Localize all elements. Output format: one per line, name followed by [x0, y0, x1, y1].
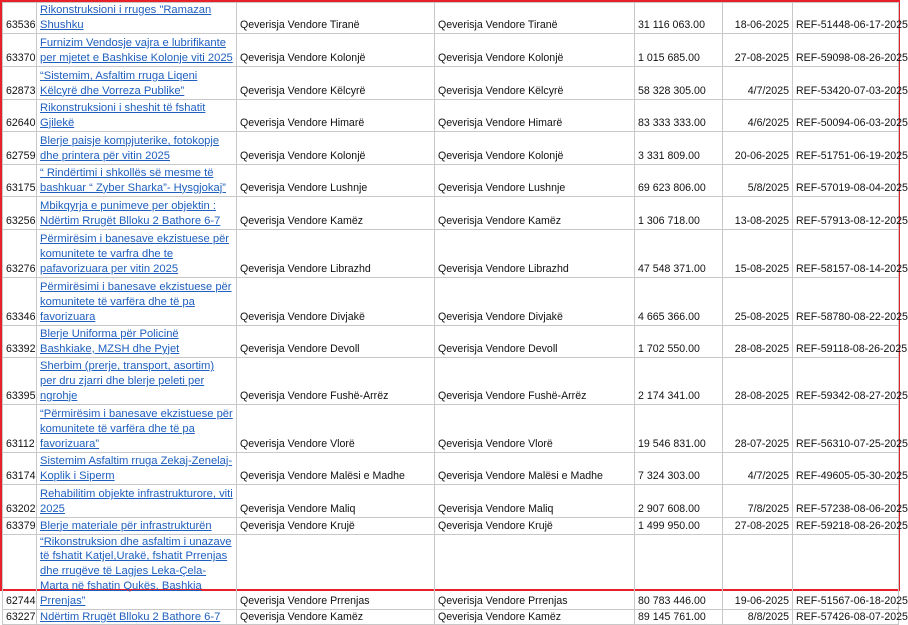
cell-authority-text: Qeverisja Vendore Malësi e Madhe: [438, 469, 603, 482]
cell-ref-text: REF-59342-08-27-2025: [796, 389, 908, 402]
tender-link[interactable]: Ndërtim Rrugët Blloku 2 Bathore 6-7: [40, 610, 221, 623]
cell-id-text: 63395: [6, 389, 36, 402]
cell-ref-text: REF-50094-06-03-2025: [796, 116, 908, 129]
cell-amount-text: 2 174 341.00: [638, 389, 700, 402]
cell-date: [723, 484, 793, 517]
cell-id-text: 63175: [6, 181, 36, 194]
cell-amount: [635, 325, 723, 357]
cell-authority: [435, 164, 635, 196]
cell-id: [3, 196, 37, 229]
cell-id-text: 63256: [6, 214, 36, 227]
cell-id: [3, 534, 37, 609]
cell-authority: [435, 229, 635, 277]
cell-amount-text: 3 331 809.00: [638, 149, 700, 162]
cell-amount-text: 7 324 303.00: [638, 469, 700, 482]
cell-id: [3, 325, 37, 357]
cell-id-text: 63227: [6, 610, 36, 623]
cell-id: [3, 131, 37, 164]
cell-date-text: 25-08-2025: [734, 310, 789, 323]
cell-authority-text: Qeverisja Vendore Krujë: [438, 519, 553, 532]
cell-buyer: [237, 534, 435, 609]
cell-authority: [435, 325, 635, 357]
cell-buyer: [237, 99, 435, 131]
cell-ref-text: REF-59218-08-26-2025: [796, 519, 908, 532]
table-row: [3, 131, 899, 164]
cell-buyer-text: Qeverisja Vendore Tiranë: [240, 18, 360, 31]
table-row: [3, 452, 899, 484]
cell-amount: [635, 229, 723, 277]
cell-authority-text: Qeverisja Vendore Kamëz: [438, 610, 562, 623]
cell-ref: [793, 131, 908, 164]
cell-buyer: [237, 484, 435, 517]
cell-title[interactable]: [37, 484, 237, 517]
cell-buyer-text: Qeverisja Vendore Prrenjas: [240, 594, 370, 607]
table-row: [3, 357, 899, 404]
table-row: [3, 484, 899, 517]
cell-ref: [793, 66, 908, 99]
cell-ref-text: REF-57019-08-04-2025: [796, 181, 908, 194]
cell-buyer-text: Qeverisja Vendore Divjakë: [240, 310, 365, 323]
cell-authority: [435, 404, 635, 452]
cell-authority-text: Qeverisja Vendore Lushnje: [438, 181, 566, 194]
table-row: [3, 517, 899, 534]
cell-date: [723, 33, 793, 66]
cell-id: [3, 484, 37, 517]
cell-id: [3, 164, 37, 196]
cell-buyer-text: Qeverisja Vendore Fushë-Arrëz: [240, 389, 389, 402]
cell-ref-text: REF-57238-08-06-2025: [796, 502, 908, 515]
cell-date-text: 28-08-2025: [734, 389, 789, 402]
cell-amount: [635, 404, 723, 452]
cell-ref-text: REF-57426-08-07-2025: [796, 610, 908, 623]
cell-amount: [635, 357, 723, 404]
cell-id: [3, 517, 37, 534]
cell-amount-text: 1 702 550.00: [638, 342, 700, 355]
table-row: [3, 277, 899, 325]
cell-id-text: 62744: [6, 594, 36, 607]
cell-date-text: 28-08-2025: [734, 342, 789, 355]
procurement-table: [2, 2, 908, 625]
table-row: [3, 229, 899, 277]
cell-ref: [793, 609, 908, 625]
cell-id: [3, 357, 37, 404]
cell-buyer-text: Qeverisja Vendore Maliq: [240, 502, 356, 515]
tender-link[interactable]: Blerje paisje kompjuterike, fotokopje dhe printera për vitin 2025: [40, 135, 220, 162]
cell-id-text: 63392: [6, 342, 36, 355]
cell-buyer: [237, 277, 435, 325]
cell-authority: [435, 609, 635, 625]
cell-date-text: 27-08-2025: [734, 51, 789, 64]
cell-buyer: [237, 357, 435, 404]
table-row: [3, 66, 899, 99]
cell-buyer-text: Qeverisja Vendore Librazhd: [240, 262, 371, 275]
cell-id: [3, 33, 37, 66]
cell-amount: [635, 484, 723, 517]
cell-date: [723, 517, 793, 534]
cell-ref: [793, 3, 908, 34]
cell-amount: [635, 277, 723, 325]
cell-authority: [435, 277, 635, 325]
cell-ref: [793, 33, 908, 66]
cell-authority: [435, 452, 635, 484]
cell-buyer-text: Qeverisja Vendore Kamëz: [240, 610, 364, 623]
tender-link[interactable]: Përmirësim i banesave ekzistuese për komunitete te varfra dhe te pafavorizuara per vitin 2025: [40, 233, 230, 275]
tender-link[interactable]: Sistemim Asfaltim rruga Zekaj-Zenelaj-Koplik i Siperm: [40, 455, 233, 482]
cell-date-text: 19-06-2025: [734, 594, 789, 607]
cell-ref: [793, 277, 908, 325]
cell-authority-text: Qeverisja Vendore Vlorë: [438, 437, 553, 450]
cell-amount: [635, 452, 723, 484]
cell-amount: [635, 196, 723, 229]
cell-title[interactable]: [37, 357, 237, 404]
cell-amount-text: 83 333 333.00: [638, 116, 706, 129]
cell-buyer: [237, 196, 435, 229]
cell-date-text: 4/6/2025: [747, 116, 789, 129]
cell-amount-text: 47 548 371.00: [638, 262, 706, 275]
cell-date-text: 20-06-2025: [734, 149, 789, 162]
table-row: [3, 534, 899, 609]
cell-amount-text: 89 145 761.00: [638, 610, 706, 623]
cell-buyer-text: Qeverisja Vendore Vlorë: [240, 437, 355, 450]
cell-date: [723, 131, 793, 164]
cell-ref: [793, 534, 908, 609]
tender-link[interactable]: Rikonstruksioni i rruges "Ramazan Shushku: [40, 4, 212, 31]
cell-authority: [435, 66, 635, 99]
cell-title[interactable]: [37, 66, 237, 99]
cell-amount-text: 80 783 446.00: [638, 594, 706, 607]
cell-date-text: 5/8/2025: [747, 181, 789, 194]
cell-amount-text: 31 116 063.00: [638, 18, 705, 31]
cell-ref-text: REF-57913-08-12-2025: [796, 214, 908, 227]
cell-buyer-text: Qeverisja Vendore Këlcyrë: [240, 84, 366, 97]
cell-date: [723, 452, 793, 484]
cell-title[interactable]: [37, 517, 237, 534]
cell-date-text: 4/7/2025: [747, 469, 789, 482]
cell-id: [3, 229, 37, 277]
cell-id-text: 62873: [6, 84, 36, 97]
cell-ref: [793, 517, 908, 534]
cell-amount-text: 1 499 950.00: [638, 519, 700, 532]
cell-buyer: [237, 66, 435, 99]
cell-authority-text: Qeverisja Vendore Këlcyrë: [438, 84, 564, 97]
cell-title[interactable]: [37, 33, 237, 66]
cell-authority-text: Qeverisja Vendore Kolonjë: [438, 149, 564, 162]
cell-buyer-text: Qeverisja Vendore Krujë: [240, 519, 355, 532]
cell-id-text: 62759: [6, 149, 36, 162]
cell-authority: [435, 534, 635, 609]
cell-buyer: [237, 609, 435, 625]
cell-amount: [635, 534, 723, 609]
cell-authority: [435, 3, 635, 34]
cell-id-text: 63536: [6, 18, 36, 31]
cell-ref-text: REF-49605-05-30-2025: [796, 469, 908, 482]
tender-link[interactable]: Sherbim (prerje, transport, asortim) per dru zjarri dhe blerje peleti per ngrohje: [40, 360, 215, 402]
cell-date: [723, 325, 793, 357]
cell-date-text: 18-06-2025: [734, 18, 789, 31]
cell-ref-text: REF-58157-08-14-2025: [796, 262, 908, 275]
cell-ref-text: REF-51448-06-17-2025: [796, 18, 908, 31]
tender-link[interactable]: Përmirësimi i banesave ekzistuese për komunitete të varfëra dhe të pa favorizuara: [40, 281, 232, 323]
cell-ref-text: REF-59098-08-26-2025: [796, 51, 908, 64]
cell-ref: [793, 99, 908, 131]
cell-date: [723, 164, 793, 196]
cell-amount-text: 69 623 806.00: [638, 181, 706, 194]
cell-title[interactable]: [37, 534, 237, 609]
cell-authority: [435, 33, 635, 66]
cell-title[interactable]: [37, 609, 237, 625]
cell-amount-text: 1 015 685.00: [638, 51, 700, 64]
cell-buyer: [237, 404, 435, 452]
cell-amount-text: 1 306 718.00: [638, 214, 700, 227]
cell-id-text: 63112: [6, 437, 35, 450]
cell-authority-text: Qeverisja Vendore Devoll: [438, 342, 558, 355]
cell-ref-text: REF-53420-07-03-2025: [796, 84, 908, 97]
cell-id-text: 63379: [6, 519, 36, 532]
cell-buyer-text: Qeverisja Vendore Devoll: [240, 342, 360, 355]
cell-ref: [793, 229, 908, 277]
cell-amount: [635, 3, 723, 34]
cell-ref-text: REF-51751-06-19-2025: [796, 149, 908, 162]
cell-id: [3, 609, 37, 625]
cell-date: [723, 357, 793, 404]
cell-date: [723, 534, 793, 609]
cell-buyer: [237, 452, 435, 484]
cell-id: [3, 277, 37, 325]
cell-ref: [793, 196, 908, 229]
cell-title[interactable]: [37, 3, 237, 34]
tender-link[interactable]: “Rikonstruksion dhe asfaltim i unazave të fshatit Katjel,Urakë, fshatit Prrenjas dhe rrugëve të Lagjes Leka-Çela-Marta në fshatin Qukës, Bashkia Prrenjas”: [40, 535, 232, 607]
cell-id-text: 63202: [6, 502, 36, 515]
table-row: [3, 609, 899, 625]
cell-title[interactable]: [37, 196, 237, 229]
cell-id-text: 62640: [6, 116, 36, 129]
cell-ref: [793, 164, 908, 196]
tender-link[interactable]: “ Rindërtimi i shkollës së mesme të bashkuar “ Zyber Sharka”- Hysgjokaj”: [40, 167, 226, 194]
cell-amount: [635, 99, 723, 131]
cell-id-text: 63370: [6, 51, 36, 64]
cell-ref-text: REF-56310-07-25-2025: [796, 437, 908, 450]
cell-title[interactable]: [37, 325, 237, 357]
cell-date: [723, 404, 793, 452]
cell-date-text: 7/8/2025: [747, 502, 789, 515]
cell-id-text: 63276: [6, 262, 36, 275]
cell-amount: [635, 33, 723, 66]
cell-authority-text: Qeverisja Vendore Fushë-Arrëz: [438, 389, 587, 402]
cell-id: [3, 99, 37, 131]
table-row: [3, 99, 899, 131]
cell-authority: [435, 484, 635, 517]
cell-buyer-text: Qeverisja Vendore Kamëz: [240, 214, 364, 227]
cell-buyer: [237, 325, 435, 357]
cell-amount: [635, 517, 723, 534]
cell-buyer: [237, 517, 435, 534]
cell-authority-text: Qeverisja Vendore Librazhd: [438, 262, 569, 275]
cell-amount-text: 4 665 366.00: [638, 310, 700, 323]
cell-date: [723, 277, 793, 325]
tender-link[interactable]: Mbikqyrja e punimeve per objektin : Ndërtim Rrugët Blloku 2 Bathore 6-7: [40, 200, 221, 227]
cell-ref-text: REF-59118-08-26-2025: [796, 342, 908, 355]
cell-authority: [435, 131, 635, 164]
cell-id: [3, 66, 37, 99]
cell-amount-text: 19 546 831.00: [638, 437, 706, 450]
cell-date: [723, 3, 793, 34]
tender-link[interactable]: Rehabilitim objekte infrastrukturore, viti 2025: [40, 488, 233, 515]
cell-ref: [793, 357, 908, 404]
cell-authority: [435, 357, 635, 404]
cell-ref: [793, 325, 908, 357]
cell-title[interactable]: [37, 131, 237, 164]
tender-link[interactable]: Blerje Uniforma për Policinë Bashkiake, MZSH dhe Pyjet: [40, 328, 180, 355]
cell-ref-text: REF-51567-06-18-2025: [796, 594, 908, 607]
cell-date-text: 13-08-2025: [734, 214, 789, 227]
cell-date-text: 15-08-2025: [734, 262, 789, 275]
cell-authority-text: Qeverisja Vendore Divjakë: [438, 310, 563, 323]
cell-date: [723, 66, 793, 99]
cell-buyer: [237, 33, 435, 66]
cell-id: [3, 404, 37, 452]
table-body: [3, 3, 908, 625]
cell-id: [3, 452, 37, 484]
table-row: [3, 33, 899, 66]
tender-link[interactable]: Furnizim Vendosje vajra e lubrifikante per mjetet e Bashkise Kolonje viti 2025: [40, 37, 233, 64]
cell-amount: [635, 164, 723, 196]
cell-authority: [435, 517, 635, 534]
cell-date: [723, 229, 793, 277]
cell-id: [3, 3, 37, 34]
cell-date-text: 8/8/2025: [747, 610, 789, 623]
cell-date: [723, 609, 793, 625]
cell-title[interactable]: [37, 229, 237, 277]
cell-authority-text: Qeverisja Vendore Tiranë: [438, 18, 558, 31]
cell-date: [723, 196, 793, 229]
cell-amount-text: 2 907 608.00: [638, 502, 700, 515]
cell-buyer-text: Qeverisja Vendore Himarë: [240, 116, 365, 129]
tender-link[interactable]: “Përmirësim i banesave ekzistuese për komunitete të varfëra dhe të pa favorizuara”: [40, 408, 233, 450]
cell-buyer: [237, 164, 435, 196]
cell-authority-text: Qeverisja Vendore Himarë: [438, 116, 563, 129]
table-row: [3, 164, 899, 196]
cell-buyer: [237, 131, 435, 164]
tender-link[interactable]: “Sistemim, Asfaltim rruga Liqeni Këlcyrë dhe Vorreza Publike”: [40, 70, 198, 97]
cell-ref: [793, 452, 908, 484]
cell-date-text: 28-07-2025: [734, 437, 789, 450]
cell-title[interactable]: [37, 452, 237, 484]
cell-authority-text: Qeverisja Vendore Kamëz: [438, 214, 562, 227]
cell-ref: [793, 404, 908, 452]
cell-authority-text: Qeverisja Vendore Kolonjë: [438, 51, 564, 64]
cell-title[interactable]: [37, 164, 237, 196]
cell-date-text: 4/7/2025: [747, 84, 789, 97]
tender-link[interactable]: Blerje materiale për infrastrukturën: [40, 519, 212, 532]
cell-authority-text: Qeverisja Vendore Prrenjas: [438, 594, 568, 607]
cell-ref: [793, 484, 908, 517]
table-row: [3, 404, 899, 452]
table-row: [3, 196, 899, 229]
cell-title[interactable]: [37, 99, 237, 131]
cell-date-text: 27-08-2025: [734, 519, 789, 532]
cell-buyer-text: Qeverisja Vendore Malësi e Madhe: [240, 469, 405, 482]
table-row: [3, 325, 899, 357]
tender-link[interactable]: Rikonstruksioni i sheshit të fshatit Gjilekë: [40, 102, 206, 129]
table-row: [3, 3, 899, 34]
cell-buyer: [237, 3, 435, 34]
cell-buyer-text: Qeverisja Vendore Kolonjë: [240, 149, 366, 162]
cell-buyer: [237, 229, 435, 277]
cell-title[interactable]: [37, 277, 237, 325]
cell-id-text: 63174: [6, 469, 36, 482]
cell-title[interactable]: [37, 404, 237, 452]
cell-date: [723, 99, 793, 131]
cell-authority: [435, 99, 635, 131]
cell-ref-text: REF-58780-08-22-2025: [796, 310, 908, 323]
cell-amount: [635, 609, 723, 625]
cell-amount-text: 58 328 305.00: [638, 84, 706, 97]
cell-authority: [435, 196, 635, 229]
cell-amount: [635, 131, 723, 164]
cell-amount: [635, 66, 723, 99]
cell-buyer-text: Qeverisja Vendore Kolonjë: [240, 51, 366, 64]
cell-authority-text: Qeverisja Vendore Maliq: [438, 502, 554, 515]
cell-id-text: 63346: [6, 310, 36, 323]
cell-buyer-text: Qeverisja Vendore Lushnje: [240, 181, 368, 194]
